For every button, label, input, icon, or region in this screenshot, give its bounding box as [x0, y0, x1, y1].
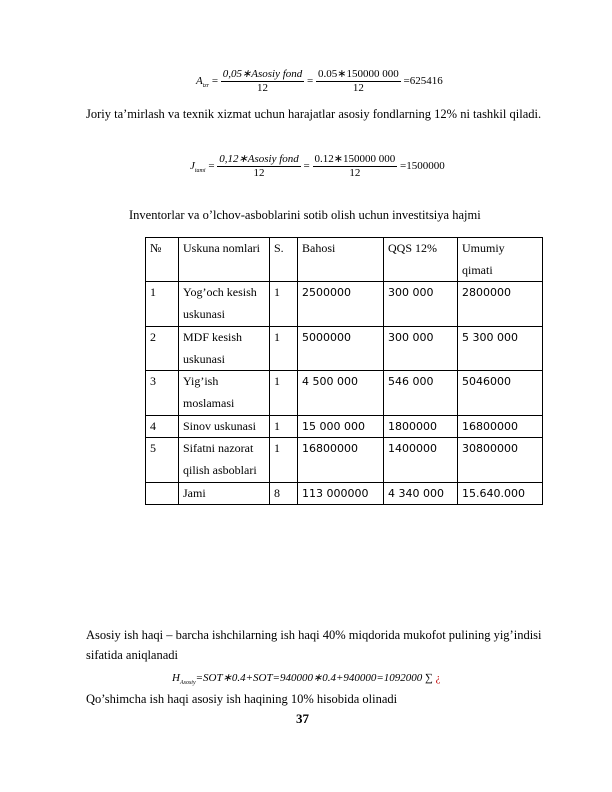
header-cell: S. [270, 238, 298, 282]
formula2-denominator-2: 12 [349, 167, 361, 179]
formula1-fraction-2 [316, 68, 401, 95]
page-number: 37 [296, 711, 309, 726]
table-cell: 1 [270, 371, 298, 415]
table-cell: 546 000 [384, 371, 458, 415]
formula1-result: 625416 [409, 75, 443, 88]
formula2-numerator-1: 0,12∗Asosiy fond [219, 153, 299, 165]
header-cell: Bahosi [298, 238, 384, 282]
table-cell: 300 000 [384, 282, 458, 326]
formula2-result: 1500000 [406, 160, 445, 173]
formula-repair: $J_{tami}$ = $\frac{\text{0,12∗Asosiy fond}}{12}$ = $\frac{0.12∗150000 000}{12}$ =1500000 [190, 153, 445, 179]
table-cell: 2800000 [458, 282, 543, 326]
header-cell: Umumiy qimati [458, 238, 543, 282]
header-cell: Uskuna nomlari [179, 238, 270, 282]
table-cell: 1 [146, 282, 179, 326]
formula2-numerator-2: 0.12∗150000 000 [314, 153, 396, 165]
table-row [146, 282, 543, 326]
table-cell: Yig’ish moslamasi [179, 371, 270, 415]
table-cell: Sifatni nazorat qilish asboblari [179, 438, 270, 482]
formula3-lhs: H [172, 672, 180, 684]
table-total-row [146, 482, 543, 505]
formula1-denominator-1: 12 [257, 82, 269, 94]
table-cell: 2 [146, 326, 179, 370]
table-cell: 3 [146, 371, 179, 415]
formula2-fraction-2 [313, 153, 398, 180]
formula1-denominator-2: 12 [352, 82, 364, 94]
formula2-lhs: J [190, 160, 195, 173]
table-cell: 4 [146, 415, 179, 438]
formula1-lhs-sub: tzr [202, 83, 210, 90]
formula1-fraction-1 [221, 68, 305, 95]
table-cell: 5046000 [458, 371, 543, 415]
paragraph-repair-costs: Joriy ta’mirlash va texnik xizmat uchun harajatlar asosiy fondlarning 12% ni tashkil qiladi. [86, 107, 542, 121]
sum-symbol: ∑ [425, 672, 433, 684]
formula-basic-salary [172, 671, 441, 686]
formula1-lhs: A [196, 75, 203, 88]
table-cell: 1 [270, 282, 298, 326]
table-cell: MDF kesish uskunasi [179, 326, 270, 370]
table-cell: 16800000 [458, 415, 543, 438]
paragraph-basic-salary: Asosiy ish haqi – barcha ishchilarning ish haqi 40% miqdorida mukofot pulining yig’indisi sifatida aniqlanadi [86, 628, 542, 662]
table-row [146, 415, 543, 438]
table-header-row [146, 238, 543, 282]
table-cell: 1 [270, 438, 298, 482]
table-cell: 300 000 [384, 326, 458, 370]
table-cell: 1 [270, 326, 298, 370]
table-cell: 2500000 [298, 282, 384, 326]
investment-table [145, 237, 543, 505]
table-cell: 8 [270, 482, 298, 505]
table-cell: Sinov uskunasi [179, 415, 270, 438]
formula1-numerator-1: 0,05∗Asosiy fond [222, 68, 303, 80]
table-cell: 1 [270, 415, 298, 438]
table-row [146, 326, 543, 370]
table-cell: 15.640.000 [458, 482, 543, 505]
table-cell: 1800000 [384, 415, 458, 438]
formula1-numerator-2: 0.05∗150000 000 [318, 68, 399, 80]
formula3-expression: =SOT∗0.4+SOT=940000∗0.4+940000=1092000 [195, 672, 423, 684]
table-cell: Yog’och kesish uskunasi [179, 282, 270, 326]
table-cell: 30800000 [458, 438, 543, 482]
header-cell: QQS 12% [384, 238, 458, 282]
formula2-fraction-1 [217, 153, 301, 180]
table-row [146, 438, 543, 482]
paragraph-additional-salary: Qo’shimcha ish haqi asosiy ish haqining 10% hisobida olinadi [86, 692, 398, 706]
table-row [146, 371, 543, 415]
table-cell [146, 482, 179, 505]
table-cell: 113 000000 [298, 482, 384, 505]
formula2-denominator-1: 12 [253, 167, 265, 179]
table-cell: 4 500 000 [298, 371, 384, 415]
formula2-lhs-sub: tami [194, 168, 206, 175]
table-cell: 1400000 [384, 438, 458, 482]
table-cell: 16800000 [298, 438, 384, 482]
table-cell: 15 000 000 [298, 415, 384, 438]
table-cell: 5000000 [298, 326, 384, 370]
table-cell: 4 340 000 [384, 482, 458, 505]
formula-amortization: $A_{tzr}$ = $\frac{\text{0,05∗Asosiy fond}}{12}$ = $\frac{0.05∗150000 000}{12}$ =625416 [196, 68, 443, 94]
header-cell: № [146, 238, 179, 282]
table-title: Inventorlar va o’lchov-asboblarini sotib olish uchun investitsiya hajmi [129, 208, 481, 222]
inverted-question-mark: ¿ [435, 672, 441, 684]
table-cell: Jami [179, 482, 270, 505]
table-cell: 5 300 000 [458, 326, 543, 370]
table-cell: 5 [146, 438, 179, 482]
formula3-lhs-sub: Asosiy [179, 680, 196, 687]
